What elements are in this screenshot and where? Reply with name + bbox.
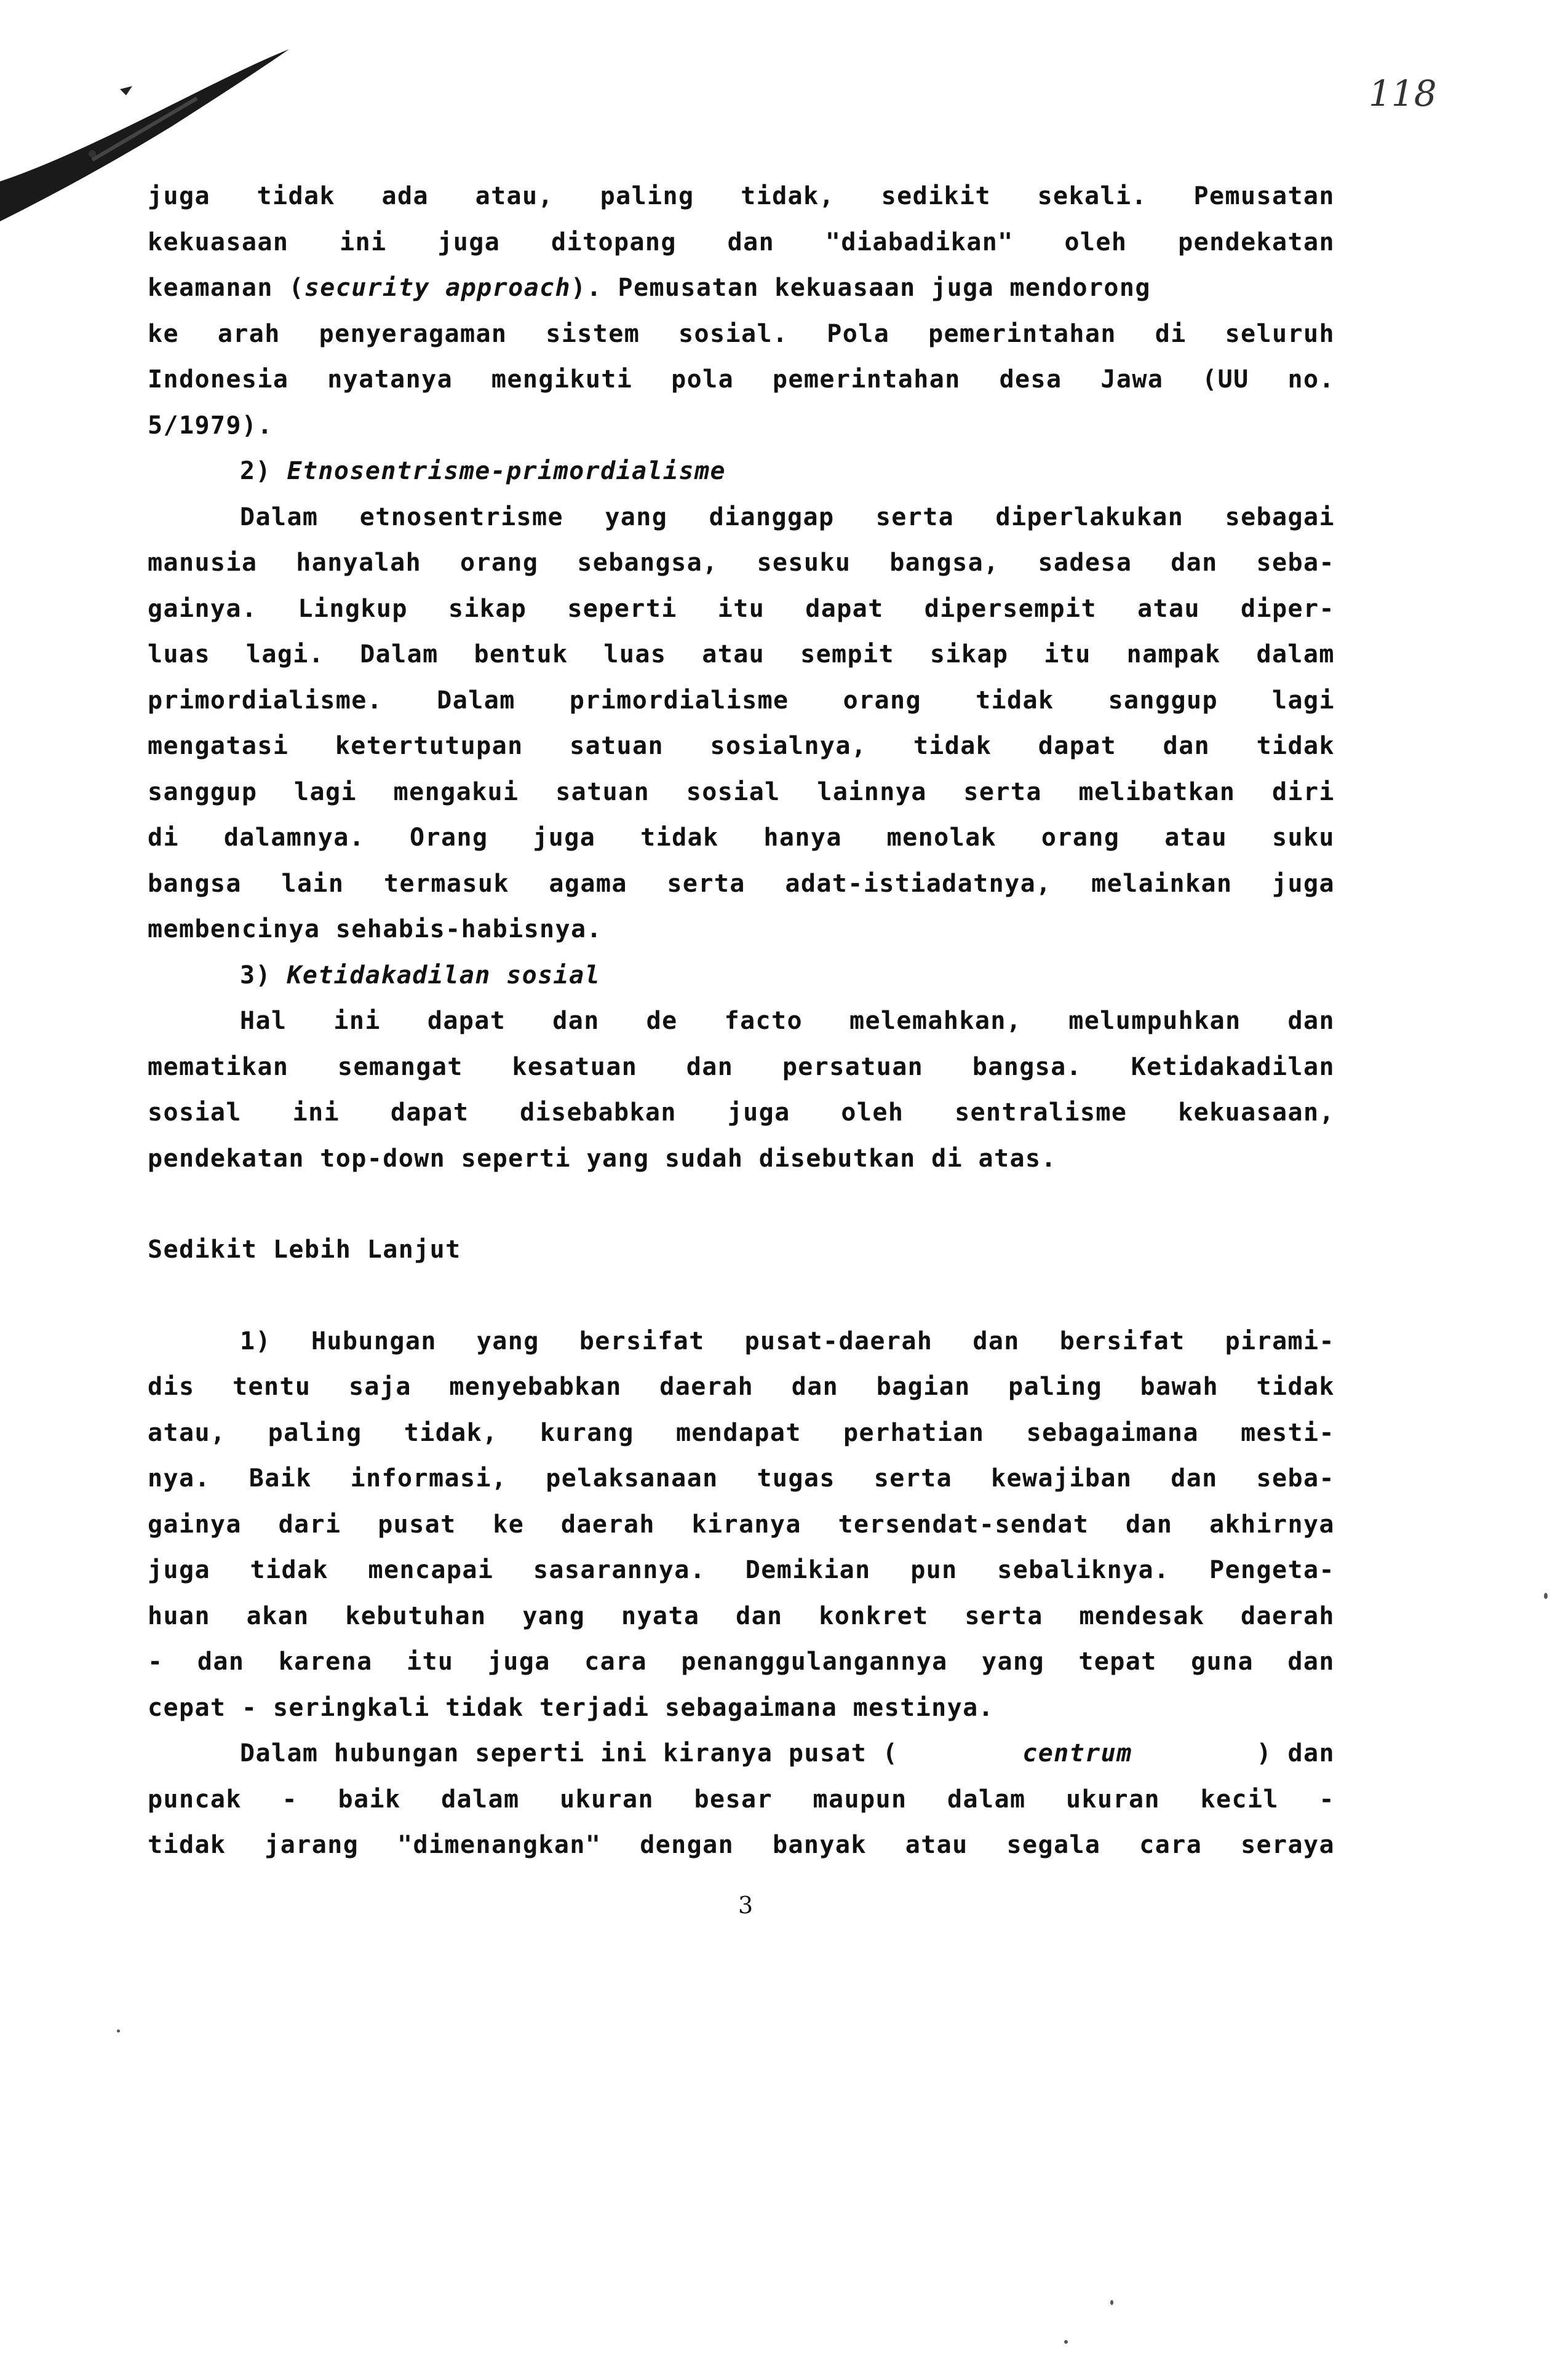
word: menyebabkan — [449, 1373, 622, 1401]
word: sebangsa, — [577, 549, 718, 577]
word: kecil — [1200, 1785, 1279, 1814]
word: puncak — [148, 1785, 242, 1814]
section-number: 3) — [240, 961, 287, 990]
word: mendapat — [675, 1418, 801, 1447]
word: atau — [905, 1831, 968, 1859]
word: paling — [1008, 1373, 1103, 1401]
word: dapat — [1038, 732, 1117, 760]
word: dan — [1171, 549, 1218, 577]
word: oleh — [841, 1098, 904, 1127]
word: ini — [340, 228, 387, 256]
scan-speck — [1110, 2300, 1113, 2305]
word: kewajiban — [991, 1464, 1132, 1493]
section-2-line — [148, 494, 1335, 541]
word: banyak — [772, 1831, 867, 1859]
word: dalam — [1256, 640, 1335, 668]
word: ke — [148, 319, 179, 348]
word: itu — [717, 594, 765, 623]
word: paling — [600, 182, 694, 210]
word: informasi, — [350, 1464, 507, 1493]
word: diper- — [1241, 594, 1335, 623]
word: melemahkan, — [849, 1007, 1022, 1035]
text-run: ). Pemusatan kekuasaan juga mendorong — [571, 274, 1151, 302]
word: kesatuan — [512, 1052, 638, 1081]
word: besar — [694, 1785, 773, 1814]
word: penyeragaman — [319, 319, 507, 348]
word: pun — [910, 1556, 958, 1584]
word: sebagai — [1225, 502, 1335, 531]
section-2-line — [148, 861, 1335, 907]
spacer — [148, 1273, 1335, 1319]
word: bersifat — [579, 1327, 705, 1355]
word: Dalam — [360, 640, 439, 668]
word: etnosentrisme — [359, 502, 564, 531]
word: pemerintahan — [928, 319, 1116, 348]
word: dipersempit — [924, 594, 1097, 623]
word: - — [1319, 1785, 1335, 1814]
word: (UU — [1202, 365, 1249, 394]
word: sesuku — [757, 549, 851, 577]
word: yang — [982, 1648, 1044, 1676]
word: melumpuhkan — [1068, 1007, 1241, 1035]
word: bersifat — [1059, 1327, 1185, 1355]
word: tidak — [1256, 732, 1335, 760]
word: lagi — [294, 777, 357, 806]
word: pendekatan — [1178, 228, 1335, 256]
word: ada — [381, 182, 429, 210]
word: atau — [1164, 823, 1228, 852]
word: serta — [875, 502, 955, 531]
word: lagi. — [245, 640, 325, 668]
word: semangat — [337, 1052, 463, 1081]
word: guna — [1191, 1648, 1254, 1676]
section-3-line — [148, 998, 1335, 1044]
word: mengatasi — [148, 732, 289, 760]
word: Dalam — [240, 502, 319, 531]
word: tidak — [640, 823, 719, 852]
word: dalam — [947, 1785, 1026, 1814]
word: dianggap — [709, 502, 835, 531]
word: mengakui — [393, 777, 519, 806]
word: daerah — [560, 1510, 655, 1539]
word: atau — [1137, 594, 1200, 623]
section-3-line: pendekatan top-down seperti yang sudah disebutkan di atas. — [148, 1144, 1057, 1173]
footer-page-number: 3 — [738, 1892, 754, 1919]
word: seperti — [567, 594, 677, 623]
word: huan — [148, 1601, 210, 1630]
word: seluruh — [1225, 319, 1335, 348]
word: dan — [736, 1601, 783, 1630]
word: sistem — [546, 319, 640, 348]
word: Indonesia — [148, 365, 289, 394]
word: hanya — [763, 823, 842, 852]
word: serta — [873, 1464, 953, 1493]
word: bangsa — [148, 869, 242, 898]
word: tidak — [257, 182, 335, 210]
word: tidak — [250, 1556, 328, 1584]
word: orang — [843, 686, 922, 715]
section-title: Etnosentrisme-primordialisme — [287, 457, 726, 485]
paragraph4-line — [148, 1547, 1335, 1593]
word: sebagaimana — [1026, 1418, 1199, 1447]
word: juga — [727, 1098, 790, 1127]
word: diri — [1271, 777, 1335, 806]
word: nyatanya — [327, 365, 453, 394]
word: ukuran — [1066, 1785, 1160, 1814]
word: bawah — [1140, 1373, 1219, 1401]
word: paling — [268, 1418, 362, 1447]
paragraph1-line — [148, 311, 1335, 357]
word: - — [282, 1785, 298, 1814]
word: tidak — [1256, 1373, 1335, 1401]
word: sedikit — [881, 182, 991, 210]
word: gainya. — [148, 594, 258, 623]
paragraph1-line — [148, 220, 1335, 266]
word: lagi — [1272, 686, 1335, 715]
word: serta — [667, 869, 746, 898]
word: nyata — [621, 1601, 700, 1630]
word: yang — [605, 502, 668, 531]
word: sosialnya, — [710, 732, 867, 760]
word: saja — [348, 1373, 412, 1401]
section-2-line — [148, 632, 1335, 678]
word: agama — [549, 869, 627, 898]
word: akhirnya — [1209, 1510, 1335, 1539]
word: cara — [584, 1648, 648, 1676]
word: Pengeta- — [1209, 1556, 1335, 1584]
italic-term: centrum — [1022, 1739, 1132, 1767]
word: juga — [1272, 869, 1335, 898]
word: Lingkup — [298, 594, 408, 623]
word: dalam — [441, 1785, 520, 1814]
word: satuan — [555, 777, 650, 806]
word: luas — [148, 640, 210, 668]
word: pusat-daerah — [744, 1327, 933, 1355]
word: atau, — [475, 182, 554, 210]
paragraph4-line — [148, 1456, 1335, 1502]
scan-speck — [1544, 1593, 1548, 1599]
word: juga — [437, 228, 501, 256]
section-3-line — [148, 1090, 1335, 1136]
word: orang — [1041, 823, 1120, 852]
text-run: ) dan — [1256, 1739, 1335, 1767]
word: juga — [533, 823, 596, 852]
word: konkret — [819, 1601, 929, 1630]
word: Ketidakadilan — [1131, 1052, 1335, 1081]
word: facto — [724, 1007, 803, 1035]
paragraph4-line — [148, 1364, 1335, 1410]
word: tidak, — [404, 1418, 498, 1447]
word: seba- — [1256, 1464, 1335, 1493]
paragraph4-line — [148, 1410, 1335, 1456]
section-2-line — [148, 586, 1335, 632]
word: cara — [1139, 1831, 1203, 1859]
word: bentuk — [474, 640, 568, 668]
word: akan — [246, 1601, 309, 1630]
word: Baik — [249, 1464, 312, 1493]
word: sosial — [686, 777, 781, 806]
word: ketertutupan — [335, 732, 523, 760]
text-run: keamanan ( — [148, 274, 304, 302]
word: karena — [278, 1648, 373, 1676]
subheading: Sedikit Lebih Lanjut — [148, 1236, 461, 1264]
word: jarang — [264, 1831, 359, 1859]
word: dan — [197, 1648, 245, 1676]
word: dapat — [390, 1098, 469, 1127]
word: sosial. — [678, 319, 789, 348]
word: itu — [406, 1648, 454, 1676]
word: Dalam — [437, 686, 515, 715]
word: hanyalah — [296, 549, 422, 577]
word: nampak — [1126, 640, 1221, 668]
word: disebabkan — [520, 1098, 677, 1127]
word: mengikuti — [491, 365, 633, 394]
word: melibatkan — [1078, 777, 1236, 806]
section-2-line — [148, 723, 1335, 769]
section-3-line — [148, 1044, 1335, 1090]
word: oleh — [1064, 228, 1127, 256]
word: orang — [459, 549, 539, 577]
scan-speck — [1064, 2340, 1068, 2344]
word: atau — [702, 640, 765, 668]
word: sadesa — [1038, 549, 1132, 577]
word: Jawa — [1100, 365, 1164, 394]
word: maupun — [813, 1785, 907, 1814]
word: dan — [727, 228, 775, 256]
word: juga — [487, 1648, 551, 1676]
word: desa — [999, 365, 1062, 394]
word: juga — [148, 1556, 210, 1584]
word: dis — [148, 1373, 195, 1401]
section-2-line — [148, 815, 1335, 861]
word: baik — [338, 1785, 401, 1814]
word: tidak — [976, 686, 1054, 715]
word: bagian — [876, 1373, 971, 1401]
word: ukuran — [560, 1785, 654, 1814]
word: sebaliknya. — [997, 1556, 1170, 1584]
word: juga — [148, 182, 210, 210]
word: sikap — [929, 640, 1009, 668]
word: kekuasaan, — [1178, 1098, 1335, 1127]
word: Pola — [827, 319, 890, 348]
word: dan — [552, 1007, 600, 1035]
word: sanggup — [148, 777, 258, 806]
word: perhatian — [843, 1418, 985, 1447]
word: kiranya — [691, 1510, 801, 1539]
word: primordialisme. — [148, 686, 383, 715]
word: persatuan — [782, 1052, 924, 1081]
word: Hal — [240, 1007, 287, 1035]
word: ini — [292, 1098, 340, 1127]
word: sikap — [448, 594, 527, 623]
word: Orang — [410, 823, 488, 852]
spacer — [148, 1181, 1335, 1227]
word: itu — [1044, 640, 1091, 668]
word: sentralisme — [955, 1098, 1127, 1127]
word: dapat — [427, 1007, 506, 1035]
word: luas — [603, 640, 667, 668]
section-title: Ketidakadilan sosial — [287, 961, 601, 990]
word: primordialisme — [569, 686, 789, 715]
paragraph5-line — [148, 1777, 1335, 1823]
word: yang — [476, 1327, 539, 1355]
word: bangsa, — [889, 549, 1000, 577]
word: serta — [964, 1601, 1043, 1630]
word: ke — [493, 1510, 525, 1539]
word: de — [646, 1007, 678, 1035]
paragraph1-line — [148, 357, 1335, 403]
word: pirami- — [1225, 1327, 1335, 1355]
word: pemerintahan — [772, 365, 961, 394]
word: daerah — [1241, 1601, 1335, 1630]
word: dan — [686, 1052, 734, 1081]
word: tidak, — [741, 182, 835, 210]
word: ini — [333, 1007, 381, 1035]
paragraph1-line — [148, 173, 1335, 220]
word: bangsa. — [972, 1052, 1083, 1081]
paragraph4-line — [148, 1502, 1335, 1548]
word: lainnya — [817, 777, 927, 806]
word: diperlakukan — [995, 502, 1184, 531]
word: di — [1155, 319, 1187, 348]
word: tugas — [757, 1464, 835, 1493]
word: - — [148, 1648, 164, 1676]
handwritten-page-number: 118 — [1369, 73, 1437, 114]
section-2-line — [148, 540, 1335, 586]
word: dari — [278, 1510, 341, 1539]
word: sekali. — [1037, 182, 1147, 210]
word: kebutuhan — [345, 1601, 487, 1630]
word: seba- — [1256, 549, 1335, 577]
word: termasuk — [383, 869, 509, 898]
word: satuan — [570, 732, 664, 760]
word: pola — [671, 365, 734, 394]
paragraph4-line: cepat - seringkali tidak terjadi sebagaimana mestinya. — [148, 1693, 995, 1722]
word: di — [148, 823, 179, 852]
word: pelaksanaan — [546, 1464, 718, 1493]
word: arah — [217, 319, 280, 348]
word: lain — [281, 869, 344, 898]
word: pusat — [378, 1510, 456, 1539]
italic-term: security approach — [304, 274, 571, 302]
word: tentu — [232, 1373, 311, 1401]
paragraph4-line — [148, 1593, 1335, 1640]
word: "diabadikan" — [825, 228, 1014, 256]
word: mesti- — [1241, 1418, 1335, 1447]
word: segala — [1006, 1831, 1101, 1859]
word: mematikan — [148, 1052, 289, 1081]
scan-speck — [117, 2029, 120, 2033]
section-number: 2) — [240, 457, 287, 485]
word: suku — [1271, 823, 1335, 852]
word: 1) — [240, 1327, 271, 1355]
word: dengan — [640, 1831, 734, 1859]
section-2-line — [148, 769, 1335, 815]
word: sempit — [800, 640, 894, 668]
word: dan — [1171, 1464, 1218, 1493]
section-2-line: membencinya sehabis-habisnya. — [148, 915, 602, 943]
word: tidak — [148, 1831, 226, 1859]
word: gainya — [148, 1510, 242, 1539]
word: mendesak — [1079, 1601, 1205, 1630]
word: sasarannya. — [533, 1556, 706, 1584]
word: adat-istiadatnya, — [785, 869, 1052, 898]
word: dan — [1287, 1648, 1335, 1676]
word: dan — [1163, 732, 1211, 760]
paragraph1-line: 5/1979). — [148, 411, 273, 440]
word: no. — [1287, 365, 1335, 394]
word: Hubungan — [311, 1327, 437, 1355]
word: nya. — [148, 1464, 210, 1493]
section-2-heading — [148, 448, 1335, 494]
word: sosial — [148, 1098, 242, 1127]
text-run: Dalam hubungan seperti ini kiranya pusat ( — [240, 1739, 899, 1767]
body-text — [148, 173, 1335, 1868]
paragraph1-line — [148, 265, 1335, 311]
word: Demikian — [745, 1556, 871, 1584]
word: "dimenangkan" — [397, 1831, 602, 1859]
word: dalamnya. — [223, 823, 365, 852]
word: dapat — [805, 594, 884, 623]
paragraph4-line — [148, 1319, 1335, 1365]
word: melainkan — [1091, 869, 1233, 898]
paragraph5-line — [148, 1822, 1335, 1868]
word: serta — [963, 777, 1042, 806]
word: manusia — [148, 549, 258, 577]
paragraph5-line — [148, 1731, 1335, 1777]
word: atau, — [148, 1418, 226, 1447]
word: tepat — [1078, 1648, 1157, 1676]
word: kurang — [539, 1418, 634, 1447]
word: tidak — [913, 732, 992, 760]
word: sanggup — [1108, 686, 1218, 715]
word: dan — [1125, 1510, 1173, 1539]
word: daerah — [659, 1373, 754, 1401]
word: dan — [791, 1373, 839, 1401]
paragraph4-line — [148, 1639, 1335, 1685]
section-3-heading — [148, 953, 1335, 999]
word: menolak — [886, 823, 997, 852]
word: ditopang — [551, 228, 677, 256]
word: Pemusatan — [1193, 182, 1335, 210]
word: mencapai — [368, 1556, 494, 1584]
word: tersendat-sendat — [838, 1510, 1089, 1539]
section-2-line — [148, 678, 1335, 724]
word: seraya — [1241, 1831, 1335, 1859]
word: yang — [522, 1601, 586, 1630]
word: dan — [972, 1327, 1020, 1355]
word: kekuasaan — [148, 228, 289, 256]
word: penanggulangannya — [681, 1648, 948, 1676]
word: dan — [1287, 1007, 1335, 1035]
